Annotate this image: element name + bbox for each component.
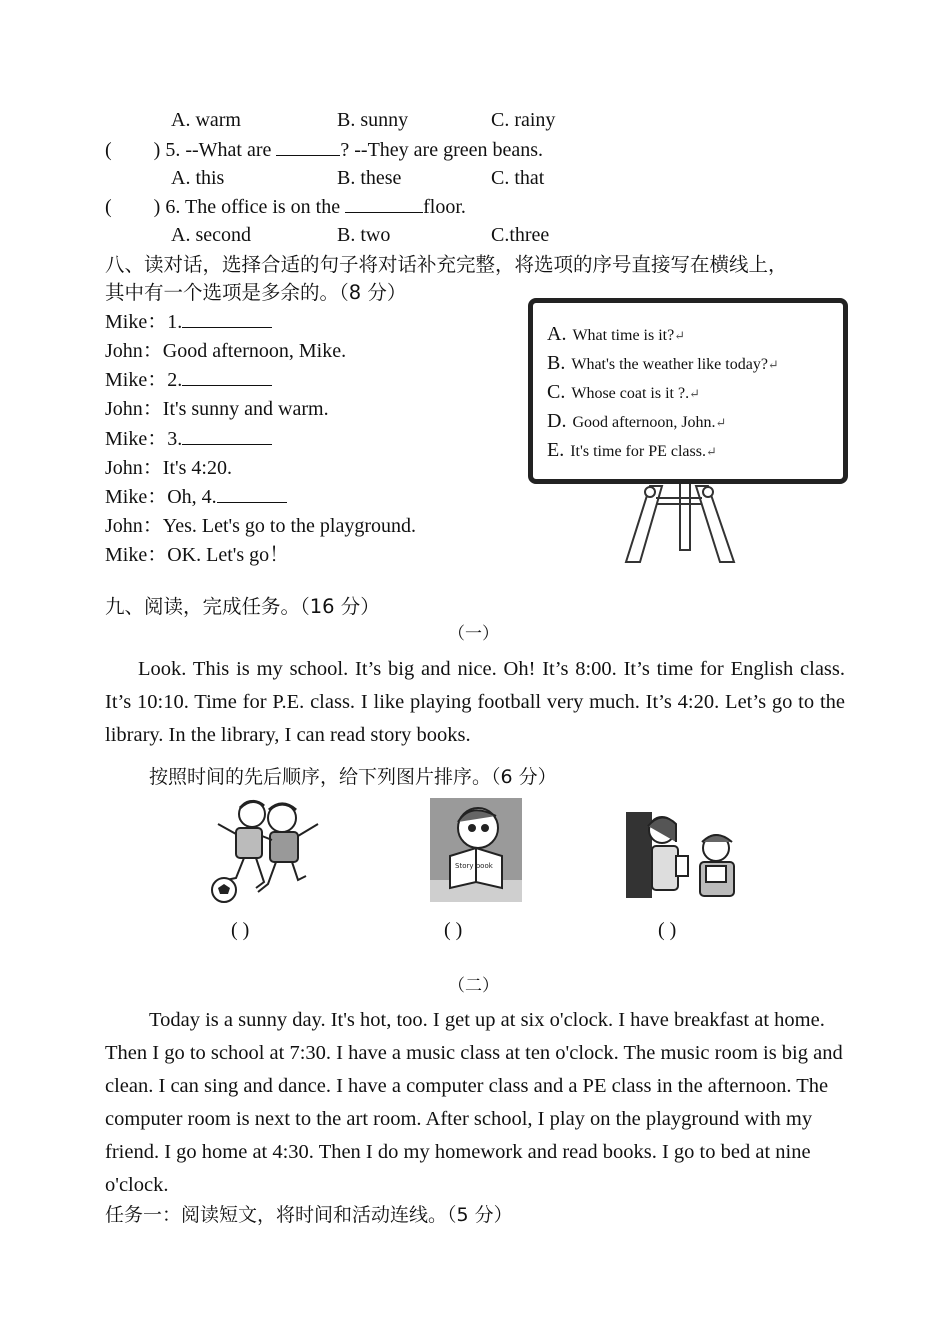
dialogue-speaker: Mike： [105, 311, 168, 333]
dialogue-line [105, 395, 416, 424]
dialogue-line [105, 337, 416, 366]
section-8-title-line-2: 其中有一个选项是多余的。（8 分） [105, 281, 407, 304]
task-1-instruction: 按照时间的先后顺序，给下列图片排序。（6 分） [149, 766, 557, 788]
dialogue-text: Good afternoon, Mike. [162, 339, 347, 362]
dialogue-line [105, 424, 416, 454]
board-option-e: E. It's time for PE class.↵ [547, 439, 717, 461]
dialogue-speaker: John： [105, 514, 163, 537]
dialogue-speaker: Mike： [105, 486, 168, 509]
dialogue-text: It's sunny and warm. [162, 398, 329, 421]
board-option-c: C. Whose coat is it ?.↵ [547, 381, 700, 403]
task-2-instruction: 任务一：阅读短文，将时间和活动连线。（5 分） [105, 1204, 513, 1226]
return-mark-icon: ↵ [689, 386, 700, 401]
return-mark-icon: ↵ [705, 444, 717, 459]
q6-option-b: B. two [337, 224, 391, 246]
question-6-stem-b: floor. [423, 196, 466, 218]
passage-1: Look. This is my school. It’s big and nice. Oh! It’s 8:00. It’s time for English class. It’s 10:10. Time for P.E. class. I like playing football very much. It’s 4:20. Let’s go to the library. In the library, I can read story books. [105, 658, 845, 746]
return-mark-icon: ↵ [674, 328, 686, 343]
answer-paren-open: ( [105, 196, 112, 218]
answer-blank[interactable] [276, 135, 340, 156]
blackboard [528, 298, 848, 484]
answer-paren-close: ) [153, 196, 161, 218]
q5-option-c: C. that [491, 167, 545, 189]
dialogue-line [105, 307, 416, 337]
dialogue-line [105, 541, 416, 570]
q6-option-a: A. second [171, 224, 251, 246]
picture-2-answer-paren[interactable]: ( ) [444, 919, 463, 941]
book-cover-label: Story book [455, 862, 493, 870]
dialogue-speaker: John： [105, 398, 163, 421]
answer-paren-close: ) [153, 139, 161, 161]
answer-blank[interactable] [217, 482, 287, 503]
question-5-stem-b: ? --They are green beans. [340, 139, 544, 161]
part-2-label: （二） [448, 976, 499, 996]
dialogue-text: Oh, 4. [167, 486, 217, 509]
dialogue-line [105, 365, 416, 395]
q4-option-b: B. sunny [337, 109, 409, 131]
easel-legs-illustration [560, 478, 800, 566]
dialogue-line [105, 482, 416, 512]
q4-option-a: A. warm [171, 109, 241, 131]
dialogue-speaker: John： [105, 339, 163, 362]
dialogue-text: 1. [167, 311, 183, 333]
q4-option-c: C. rainy [491, 109, 556, 131]
q5-option-b: B. these [337, 167, 402, 189]
reading-picture [430, 798, 522, 902]
dialogue [105, 307, 416, 569]
dialogue-text: Yes. Let's go to the playground. [162, 514, 417, 537]
answer-paren-open: ( [105, 139, 112, 161]
return-mark-icon: ↵ [715, 415, 727, 430]
answer-blank[interactable] [182, 307, 272, 328]
board-option-a: A. What time is it?↵ [547, 323, 686, 345]
dialogue-speaker: John： [105, 456, 163, 479]
dialogue-speaker: Mike： [105, 543, 168, 566]
return-mark-icon: ↵ [767, 357, 779, 372]
question-6-stem-a: 6. The office is on the [160, 196, 346, 218]
football-picture [206, 796, 324, 906]
board-option-b: B. What's the weather like today?↵ [547, 352, 779, 374]
dialogue-text: OK. Let's go！ [167, 543, 290, 566]
answer-blank[interactable] [345, 192, 423, 213]
section-9-title: 九、阅读，完成任务。（16 分） [105, 595, 380, 618]
dialogue-text: It's 4:20. [162, 456, 232, 479]
library-picture [626, 808, 746, 900]
dialogue-speaker: Mike： [105, 369, 168, 392]
passage-2: Today is a sunny day. It's hot, too. I get up at six o'clock. I have breakfast at home. Then I go to school at 7:30. I have a music class at ten o'clock. The music room is big and clean. I can sing and dance. I have a computer class and a PE class in the afternoon. The computer room is next to the art room. After school, I play on the playground with my friend. I go home at 4:30. Then I do my homework and read books. I go to bed at nine o'clock. [105, 1009, 843, 1196]
question-5 [105, 135, 543, 164]
question-6 [105, 192, 466, 221]
q5-option-a: A. this [171, 167, 225, 189]
part-1-label: （一） [448, 624, 499, 644]
board-option-d: D. Good afternoon, John.↵ [547, 410, 727, 432]
dialogue-line [105, 454, 416, 483]
dialogue-text: 3. [167, 427, 183, 450]
dialogue-speaker: Mike： [105, 427, 168, 450]
picture-1-answer-paren[interactable]: ( ) [231, 919, 250, 941]
answer-blank[interactable] [182, 424, 272, 445]
question-5-stem-a: 5. --What are [160, 139, 277, 161]
dialogue-text: 2. [167, 369, 183, 392]
answer-blank[interactable] [182, 365, 272, 386]
section-8-title-line-1: 八、读对话，选择合适的句子将对话补充完整，将选项的序号直接写在横线上， [105, 253, 788, 276]
picture-3-answer-paren[interactable]: ( ) [658, 919, 677, 941]
q6-option-c: C.three [491, 224, 550, 246]
dialogue-line [105, 512, 416, 541]
